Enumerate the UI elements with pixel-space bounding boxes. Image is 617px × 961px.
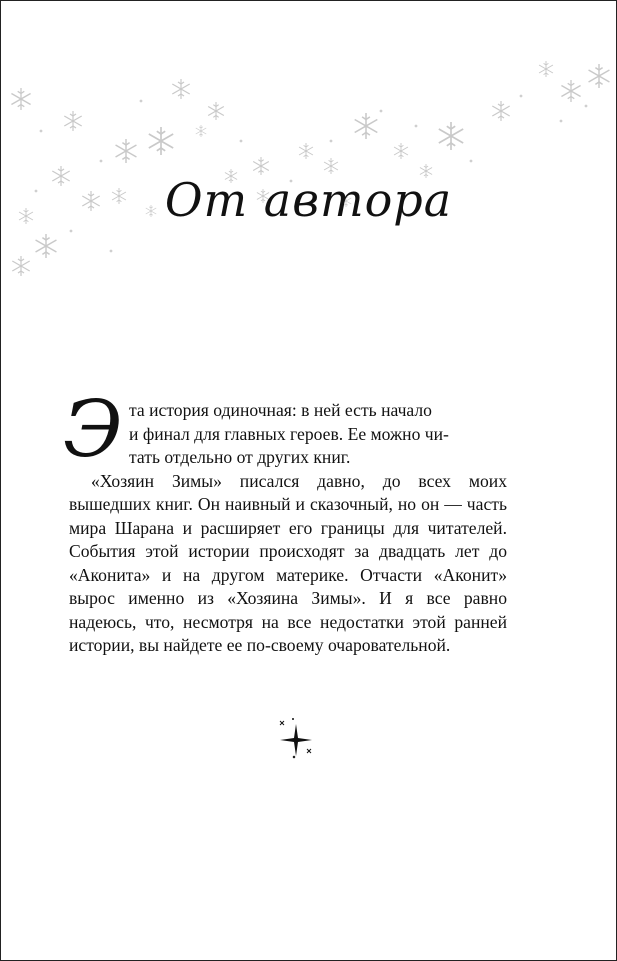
drop-cap: Э: [63, 385, 123, 475]
paragraph-1-line: и финал для главных героев. Ее можно чи-: [129, 423, 449, 444]
paragraph-1-line: та история одиночная: в ней есть начало: [129, 400, 432, 420]
paragraph-1: [63, 385, 507, 475]
paragraph-1-line: тать отдельно от других книг.: [129, 447, 351, 467]
body-text: [63, 385, 507, 658]
snowflakes-icon: [1, 1, 616, 301]
sparkle-stars-icon: [271, 716, 321, 766]
page-title: От автора: [164, 173, 453, 227]
paragraph-2: «Хозяин Зимы» писался давно, до всех моих вышедших книг. Он наивный и сказочный, но он — часть мира Шарана и расширяет его границы для читателей. События этой истории происходят за двадцать лет до «Аконита» и на другом материке. Отчасти «Аконит» вырос именно из «Хозяина Зимы». И я все равно надеюсь, что, несмотря на все недостатки этой ранней истории, вы найдете ее по-своему очаровательной.: [69, 470, 507, 655]
